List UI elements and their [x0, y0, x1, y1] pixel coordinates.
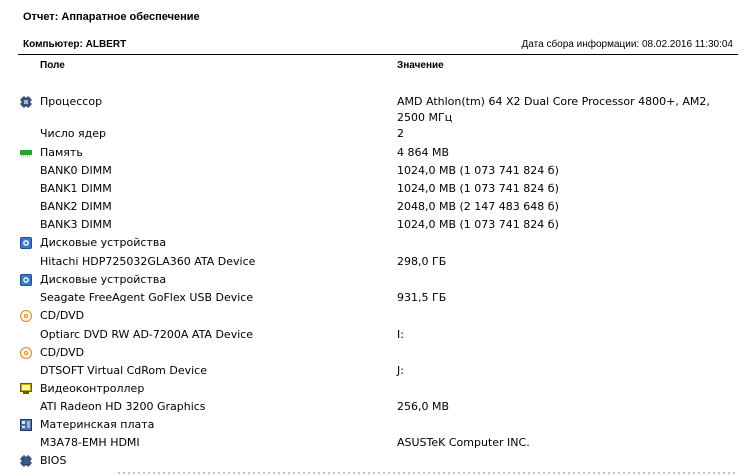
row-value: 2048,0 MB (2 147 483 648 б)	[397, 200, 559, 213]
row-value: J:	[397, 364, 404, 377]
row-value: 256,0 MB	[397, 400, 450, 413]
row-value: 1024,0 MB (1 073 741 824 б)	[397, 218, 559, 231]
row-label: DTSOFT Virtual CdRom Device	[40, 364, 207, 377]
cpu-icon	[20, 96, 32, 108]
column-header-value: Значение	[397, 60, 444, 71]
row-value: I:	[397, 328, 404, 341]
row-label: BANK3 DIMM	[40, 218, 112, 231]
row-label: M3A78-EMH HDMI	[40, 436, 140, 449]
column-header-field: Поле	[40, 60, 65, 71]
cd-icon	[20, 347, 32, 359]
row-value: AMD Athlon(tm) 64 X2 Dual Core Processor 4800+, AM2, 2500 МГц	[397, 95, 710, 124]
row-label: Память	[40, 146, 83, 159]
row-label: BIOS	[40, 454, 67, 467]
row-label: CD/DVD	[40, 309, 85, 322]
row-label: Seagate FreeAgent GoFlex USB Device	[40, 291, 254, 304]
row-value: 2	[397, 127, 404, 140]
row-value: 4 864 MB	[397, 146, 450, 159]
row-label: BANK2 DIMM	[40, 200, 112, 213]
row-label: Видеоконтроллер	[40, 382, 145, 395]
row-label: ATI Radeon HD 3200 Graphics	[40, 400, 206, 413]
row-value: 1024,0 MB (1 073 741 824 б)	[397, 182, 559, 195]
row-label: Дисковые устройства	[40, 236, 167, 249]
row-value: 931,5 ГБ	[397, 291, 447, 304]
cd-icon	[20, 310, 32, 322]
row-label: CD/DVD	[40, 346, 85, 359]
computer-name: Компьютер: ALBERT	[23, 39, 127, 50]
memory-icon	[20, 147, 32, 159]
row-value: 298,0 ГБ	[397, 255, 447, 268]
row-value: 1024,0 MB (1 073 741 824 б)	[397, 164, 559, 177]
report-title: Отчет: Аппаратное обеспечение	[23, 11, 200, 23]
monitor-icon	[20, 383, 32, 395]
row-label: Hitachi HDP725032GLA360 ATA Device	[40, 255, 256, 268]
row-value: ASUSTeK Computer INC.	[397, 436, 530, 449]
disk-icon	[20, 237, 32, 249]
row-label: Дисковые устройства	[40, 273, 167, 286]
disk-icon	[20, 274, 32, 286]
row-label: BANK0 DIMM	[40, 164, 112, 177]
row-label: Процессор	[40, 95, 103, 108]
row-label: Число ядер	[40, 127, 106, 140]
row-label: Материнская плата	[40, 418, 155, 431]
row-label: Optiarc DVD RW AD-7200A ATA Device	[40, 328, 254, 341]
bottom-divider	[0, 470, 747, 476]
bios-icon	[20, 455, 32, 467]
header-rule	[18, 54, 738, 55]
row-label: BANK1 DIMM	[40, 182, 112, 195]
collection-date: Дата сбора информации: 08.02.2016 11:30:04	[521, 39, 733, 50]
motherboard-icon	[20, 419, 32, 431]
